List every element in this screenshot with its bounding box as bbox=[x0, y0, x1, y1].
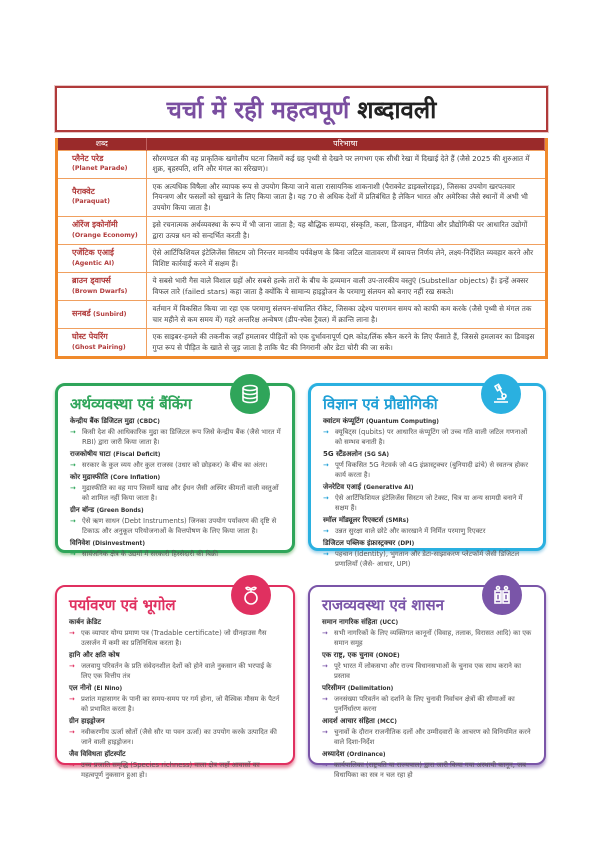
glossary-term bbox=[58, 301, 146, 329]
card-term-description bbox=[69, 727, 283, 747]
description-text: सभी नागरिकों के लिए व्यक्तिगत कानूनों (विवाह, तलाक, विरासत आदि) का एक समान समूह bbox=[334, 629, 532, 647]
card-term bbox=[323, 482, 533, 493]
card-term-english: (Ordinance) bbox=[346, 752, 386, 758]
card-term bbox=[69, 650, 283, 661]
glossary-row bbox=[58, 273, 545, 301]
term-english: (Orange Economy) bbox=[72, 231, 138, 239]
card-term-hindi: अध्यादेश bbox=[322, 750, 345, 758]
card-term-description bbox=[70, 460, 282, 470]
description-text: सरकार के कुल व्यय और कुल राजस्व (उधार को छोड़कर) के बीच का अंतर। bbox=[82, 461, 268, 469]
arrow-right-icon: → bbox=[322, 629, 328, 637]
card-term-english: (UCC) bbox=[379, 620, 399, 626]
card-term-hindi: ग्रीन हाइड्रोजन bbox=[69, 717, 105, 725]
term-english: (Ghost Pairing) bbox=[72, 343, 126, 351]
glossary-term bbox=[58, 245, 146, 273]
card-term bbox=[70, 416, 282, 427]
card-term bbox=[322, 617, 534, 628]
card-term-english: (MCC) bbox=[377, 719, 397, 725]
title-part-2: शब्दावली bbox=[357, 95, 437, 124]
glossary-row bbox=[58, 329, 545, 357]
card-heading: अर्थव्यवस्था एवं बैंकिंग bbox=[70, 395, 192, 413]
header-term: शब्द bbox=[58, 138, 146, 150]
card-term-hindi: विनिवेश bbox=[70, 539, 91, 547]
card-term-english: (ONOE) bbox=[375, 653, 400, 659]
description-text: पहचान (Identity), भुगतान और डेटा-साझाकरण प्लेटफॉर्म जैसी डिजिटल प्रणालियाँ (जैसे- आधार, UPI) bbox=[335, 550, 520, 568]
card-term bbox=[322, 650, 534, 661]
arrow-right-icon: → bbox=[70, 461, 76, 469]
card-term-description bbox=[69, 661, 283, 681]
card-term bbox=[322, 749, 534, 760]
glossary-table bbox=[55, 138, 548, 359]
term-english: (Agentic AI) bbox=[72, 259, 115, 267]
card-term-hindi: ग्रीन बॉन्ड bbox=[70, 506, 95, 514]
glossary-term bbox=[58, 217, 146, 245]
term-english: (Brown Dwarfs) bbox=[72, 287, 128, 295]
card-term-hindi: कार्बन क्रेडिट bbox=[69, 618, 101, 626]
card-term-hindi: हानि और क्षति कोष bbox=[69, 651, 120, 659]
description-text: नवीकरणीय ऊर्जा स्रोतों (जैसे सौर या पवन ऊर्जा) का उपयोग करके उत्पादित की जाने वाली हाइड्रोजन। bbox=[81, 728, 277, 746]
card-science-technology bbox=[308, 383, 546, 568]
card-term-hindi: 5G स्टैंडअलोन bbox=[323, 450, 362, 458]
description-text: जलवायु परिवर्तन के प्रति संवेदनशील देशों को होने वाले नुकसान की भरपाई के लिए एक वित्तीय तंत्र bbox=[81, 662, 272, 680]
description-text: चुनावों के दौरान राजनीतिक दलों और उम्मीदवारों के आचरण को विनियमित करने वाले दिशा-निर्देश bbox=[334, 728, 531, 746]
card-term-english: (DPI) bbox=[397, 541, 415, 547]
card-term bbox=[70, 505, 282, 516]
card-term-hindi: जेनरेटिव एआई bbox=[323, 483, 362, 491]
card-term-description bbox=[323, 526, 533, 536]
term-hindi: ब्राउन ड्वार्फ्स bbox=[72, 276, 111, 285]
glossary-term bbox=[58, 150, 146, 178]
card-term-hindi: स्मॉल मॉड्यूलर रिएक्टर्स bbox=[323, 516, 384, 524]
card-term-hindi: क्वांटम कंप्यूटिंग bbox=[323, 417, 364, 425]
card-heading: पर्यावरण एवं भूगोल bbox=[69, 596, 176, 614]
card-term bbox=[70, 472, 282, 483]
card-polity-governance bbox=[308, 585, 546, 779]
coins-icon bbox=[230, 374, 270, 414]
term-hindi: ऑरेंज इकोनॉमी bbox=[72, 220, 118, 229]
term-english: (Sunbird) bbox=[93, 310, 127, 318]
card-term-english: (5G SA) bbox=[364, 452, 390, 458]
card-term-hindi: केन्द्रीय बैंक डिजिटल मुद्रा bbox=[70, 417, 135, 425]
card-term bbox=[69, 683, 283, 694]
glossary-term bbox=[58, 329, 146, 357]
card-term-description bbox=[69, 760, 283, 780]
arrow-right-icon: → bbox=[323, 527, 329, 535]
card-term-hindi: जैव विविधता हॉटस्पॉट bbox=[69, 750, 126, 758]
description-text: सार्वजनिक क्षेत्र के उद्यमों में सरकारी हिस्सेदारी की बिक्री bbox=[82, 550, 219, 558]
card-term-description bbox=[70, 549, 282, 559]
card-term-description bbox=[322, 727, 534, 747]
description-text: क्यूबिट्स (qubits) पर आधारित कंप्यूटिंग जो उच्च गति वाली जटिल गणनाओं को सम्भव बनाती है। bbox=[335, 428, 528, 446]
card-term-description bbox=[322, 694, 534, 714]
card-heading: राजव्यवस्था एवं शासन bbox=[322, 596, 444, 614]
card-term-english: (Generative AI) bbox=[363, 485, 414, 491]
description-text: प्रशांत महासागर के पानी का समय-समय पर गर्म होना, जो वैश्विक मौसम के पैटर्न को प्रभावित करता है। bbox=[81, 695, 280, 713]
glossary-term bbox=[58, 273, 146, 301]
term-hindi: सनबर्ड bbox=[72, 308, 91, 318]
card-term-description bbox=[70, 427, 282, 447]
glossary-row bbox=[58, 245, 545, 273]
globe-plant-icon bbox=[231, 575, 271, 615]
glossary-definition: एक साइबर-हमले की तकनीक जहाँ हमलावर पीड़ितों को एक दुर्भावनापूर्ण QR कोड/लिंक स्कैन करने के लिए फँसाते हैं, जिससे हमलावर का डिवाइस गुप्त रूप से पीड़ित के खाते से जुड़ जाता है ताकि चैट की निगरानी और डेटा चोरी की जा सके। bbox=[146, 329, 545, 357]
glossary-row bbox=[58, 217, 545, 245]
card-term-english: (SMRs) bbox=[385, 518, 409, 524]
card-term-description bbox=[322, 661, 534, 681]
card-term bbox=[323, 416, 533, 427]
arrow-right-icon: → bbox=[322, 662, 328, 670]
glossary-definition: ऐसे आर्टिफिशियल इंटेलिजेंस सिस्टम जो निरन्तर मानवीय पर्यवेक्षण के बिना जटिल वातावरण में स्वायत्त निर्णय लेने, लक्ष्य-निर्देशित व्यवहार करने और विशिष्ट कार्रवाई करने में सक्षम हैं। bbox=[146, 245, 545, 273]
card-term-description bbox=[323, 427, 533, 447]
card-term-description bbox=[322, 628, 534, 648]
card-term-description bbox=[69, 628, 283, 648]
card-economy-banking bbox=[55, 383, 295, 558]
glossary-definition: सौरमण्डल की वह प्राकृतिक खगोलीय घटना जिसमें कई ग्रह पृथ्वी से देखने पर लगभग एक सीधी रेखा में दिखाई देते हैं (जैसे 2025 की शुरुआत में शुक्र, बृहस्पति, शनि और मंगल का संरेखण)। bbox=[146, 150, 545, 178]
card-term-english: (Core Inflation) bbox=[110, 475, 161, 481]
arrow-right-icon: → bbox=[69, 728, 75, 736]
description-text: किसी देश की आधिकारिक मुद्रा का डिजिटल रूप जिसे केन्द्रीय बैंक (जैसे भारत में RBI) द्वारा जारी किया जाता है। bbox=[82, 428, 281, 446]
arrow-right-icon: → bbox=[323, 461, 329, 469]
card-term-description bbox=[69, 694, 283, 714]
arrow-right-icon: → bbox=[323, 494, 329, 502]
term-english: (Planet Parade) bbox=[72, 165, 128, 172]
card-term-description bbox=[70, 483, 282, 503]
pillars-icon bbox=[482, 575, 522, 615]
description-text: पूर्ण विकसित 5G नेटवर्क जो 4G इंफ्रास्ट्रक्चर (बुनियादी ढांचे) से स्वतन्त्र होकर कार्य करता है। bbox=[335, 461, 529, 479]
description-text: उन्नत सुरक्षा वाले छोटे और कारखाने में निर्मित परमाणु रिएक्टर bbox=[335, 527, 486, 535]
term-hindi: एजेंटिक एआई bbox=[72, 248, 114, 257]
card-term-description bbox=[70, 516, 282, 536]
arrow-right-icon: → bbox=[70, 517, 76, 525]
arrow-right-icon: → bbox=[322, 761, 328, 769]
card-heading: विज्ञान एवं प्रौद्योगिकी bbox=[323, 395, 438, 413]
card-term-description bbox=[322, 760, 534, 780]
description-text: पूरे भारत में लोकसभा और राज्य विधानसभाओं के चुनाव एक साथ कराने का प्रस्ताव bbox=[334, 662, 522, 680]
card-term-hindi: समान नागरिक संहिता bbox=[322, 618, 378, 626]
card-term-hindi: कोर मुद्रास्फीति bbox=[70, 473, 108, 481]
arrow-right-icon: → bbox=[69, 695, 75, 703]
card-term bbox=[322, 716, 534, 727]
card-term bbox=[70, 538, 282, 549]
card-term-hindi: एल नीनो bbox=[69, 684, 92, 692]
microscope-icon bbox=[481, 374, 521, 414]
card-term bbox=[323, 515, 533, 526]
glossary-definition: एक अत्यधिक विषैला और व्यापक रूप से उपयोग किया जाने वाला रासायनिक शाकनाशी (पैराक्वेट डाइक्लोराइड), जिसका उपयोग खरपतवार नियन्त्रण और फसलों को सुखाने के लिए किया जाता है। यह 70 से अधिक देशों में प्रतिबंधित है लेकिन भारत और अमेरिका जैसे स्थानों में अभी भी उपयोग किया जाता है। bbox=[146, 178, 545, 217]
glossary-definition: ये सबसे भारी गैस वाले विशाल ग्रहों और सबसे हल्के तारों के बीच के द्रव्यमान वाली उप-तारकीय वस्तुएं (Substellar objects) हैं। इन्हें अक्सर विफल तारे (failed stars) कहा जाता है क्योंकि ये सामान्य हाइड्रोजन के परमाणु संलयन को बनाए नहीं रख सकते। bbox=[146, 273, 545, 301]
card-term-english: (Fiscal Deficit) bbox=[113, 452, 161, 458]
glossary-term bbox=[58, 178, 146, 217]
glossary-definition: इसे रचनात्मक अर्थव्यवस्था के रूप में भी जाना जाता है; यह बौद्धिक सम्पदा, संस्कृति, कला, डिजाइन, मीडिया और प्रौद्योगिकी पर आधारित उद्योगों द्वारा उत्पन्न धन को सन्दर्भित करती है। bbox=[146, 217, 545, 245]
arrow-right-icon: → bbox=[70, 484, 76, 492]
card-environment-geography bbox=[55, 585, 295, 779]
card-term-hindi: आदर्श आचार संहिता bbox=[322, 717, 375, 725]
arrow-right-icon: → bbox=[69, 629, 75, 637]
arrow-right-icon: → bbox=[70, 428, 76, 436]
card-term-english: (CBDC) bbox=[136, 419, 160, 425]
description-text: जनसंख्या परिवर्तन को दर्शाने के लिए चुनावी निर्वाचन क्षेत्रों की सीमाओं का पुनर्निर्धारण करना bbox=[334, 695, 515, 713]
description-text: कार्यपालिका (राष्ट्रपति या राज्यपाल) द्वारा जारी किया गया अस्थायी कानून, जब विधायिका का सत्र न चल रहा हो bbox=[334, 761, 526, 779]
card-term bbox=[323, 449, 533, 460]
term-hindi: घोस्ट पेयरिंग bbox=[72, 332, 108, 341]
card-term-english: (Disinvestment) bbox=[92, 541, 145, 547]
term-hindi: प्लैनेट परेड bbox=[72, 153, 104, 163]
card-term-description bbox=[323, 493, 533, 513]
card-term-english: (Delimitation) bbox=[347, 686, 394, 692]
card-term bbox=[323, 538, 533, 549]
term-english: (Paraquat) bbox=[72, 198, 111, 206]
arrow-right-icon: → bbox=[323, 428, 329, 436]
description-text: ऐसे ऋण साधन (Debt Instruments) जिनका उपयोग पर्यावरण की दृष्टि से टिकाऊ और अनुकूल परियोजनाओं के वित्तपोषण के लिए किया जाता है। bbox=[82, 517, 277, 535]
arrow-right-icon: → bbox=[322, 695, 328, 703]
card-term bbox=[69, 749, 283, 760]
description-text: ऐसे आर्टिफिशियल इंटेलिजेंस सिस्टम जो टेक्स्ट, चित्र या अन्य सामग्री बनाने में सक्षम हैं। bbox=[335, 494, 523, 512]
card-term-english: (Green Bonds) bbox=[96, 508, 144, 514]
description-text: एक व्यापार योग्य प्रमाण पत्र (Tradable certificate) जो ग्रीनहाउस गैस उत्सर्जन में कमी का प्रतिनिधित्व करता है। bbox=[81, 629, 267, 647]
card-term bbox=[322, 683, 534, 694]
card-term-english: (Quantum Computing) bbox=[365, 419, 439, 425]
header-definition: परिभाषा bbox=[146, 138, 545, 150]
card-term bbox=[70, 449, 282, 460]
card-term-description bbox=[323, 460, 533, 480]
card-term-english: (El Nino) bbox=[93, 686, 123, 692]
description-text: मुद्रास्फीति का वह माप जिसमें खाद्य और ईंधन जैसी अस्थिर कीमतों वाली वस्तुओं को शामिल नहीं किया जाता है। bbox=[82, 484, 279, 502]
glossary-row bbox=[58, 301, 545, 329]
card-term-hindi: डिजिटल पब्लिक इंफ्रास्ट्रक्चर bbox=[323, 539, 396, 547]
glossary-row bbox=[58, 150, 545, 178]
arrow-right-icon: → bbox=[70, 550, 76, 558]
arrow-right-icon: → bbox=[69, 662, 75, 670]
page-title bbox=[55, 86, 548, 132]
card-term-hindi: परिसीमन bbox=[322, 684, 346, 692]
card-term bbox=[69, 716, 283, 727]
card-term-description bbox=[323, 549, 533, 569]
title-part-1: चर्चा में रही महत्वपूर्ण bbox=[166, 95, 350, 124]
glossary-definition: वर्तमान में विकसित किया जा रहा एक परमाणु संलयन-संचालित रॉकेट, जिसका उद्देश्य पारगमन समय को काफी कम करके (जैसे पृथ्वी से मंगल तक चार महीने से कम समय में) गहरे अन्तरिक्ष अन्वेषण (डीप-स्पेस ट्रैवल) में क्रान्ति लाना है। bbox=[146, 301, 545, 329]
arrow-right-icon: → bbox=[323, 550, 329, 558]
term-hindi: पैराक्वेट bbox=[72, 186, 95, 196]
arrow-right-icon: → bbox=[322, 728, 328, 736]
card-term bbox=[69, 617, 283, 628]
arrow-right-icon: → bbox=[69, 761, 75, 769]
card-term-hindi: एक राष्ट्र, एक चुनाव bbox=[322, 651, 374, 659]
card-term-hindi: राजकोषीय घाटा bbox=[70, 450, 111, 458]
description-text: उच्च प्रजाति समृद्धि (Species richness) वाला क्षेत्र जहाँ आवासों का महत्वपूर्ण नुकसान हुआ हो। bbox=[81, 761, 260, 779]
glossary-row bbox=[58, 178, 545, 217]
